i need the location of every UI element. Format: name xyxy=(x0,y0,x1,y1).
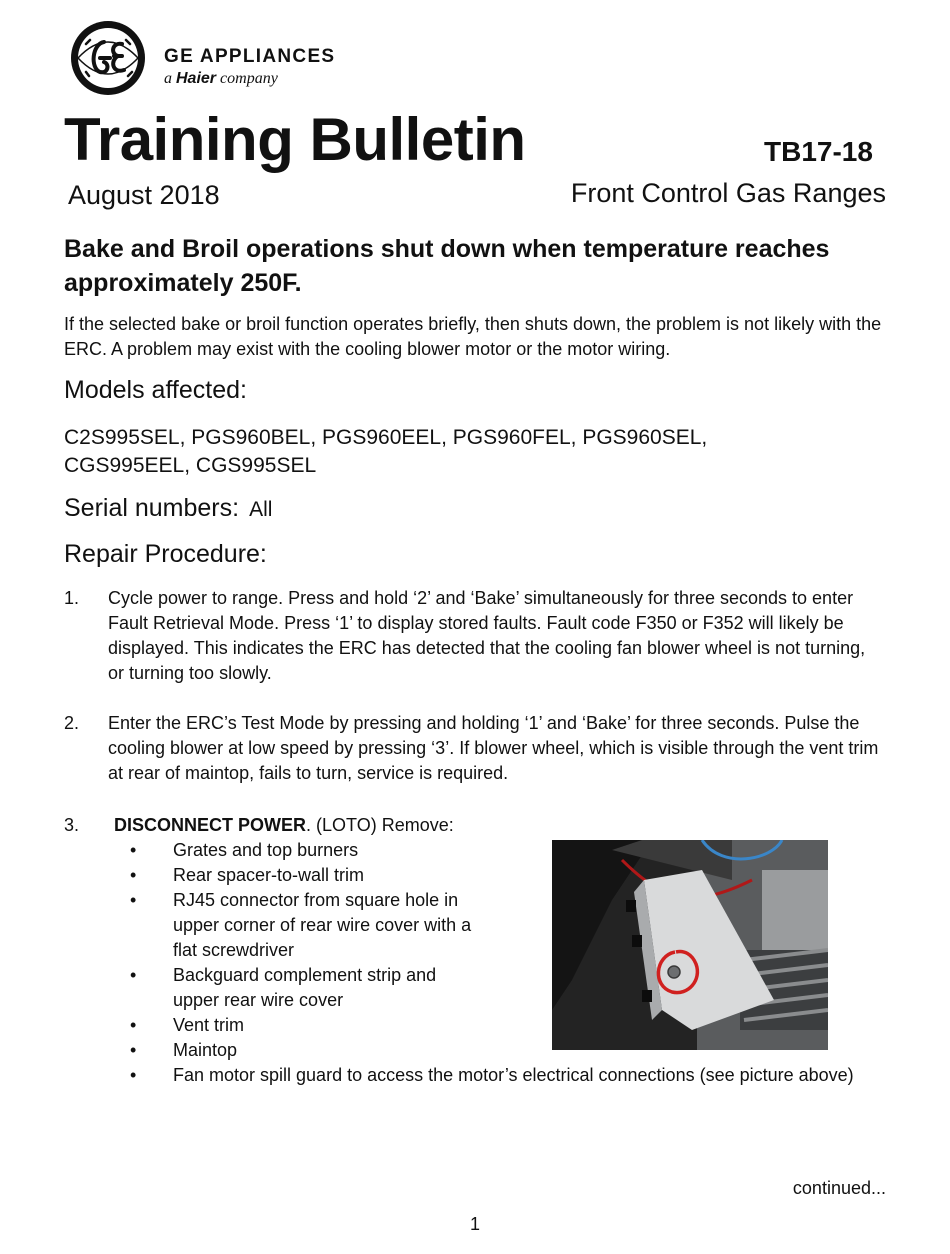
list-item-text: Vent trim xyxy=(173,1015,245,1035)
intro-paragraph: If the selected bake or broil function operates briefly, then shuts down, the problem is not likely with the ERC. A problem may exist with the cooling blower motor or the motor wiring. xyxy=(64,314,882,359)
bullet-icon: • xyxy=(130,1040,137,1060)
bulletin-headline: Bake and Broil operations shut down when temperature reaches approximately 250F. xyxy=(64,235,830,297)
serial-value: All xyxy=(249,498,273,521)
bullet-icon: • xyxy=(130,865,137,885)
step-text: Cycle power to range. Press and hold ‘2’ and ‘Bake’ simultaneously for three seconds to enter Fault Retrieval Mode. Press ‘1’ to display stored faults. Fault code F350 or F352 will likely be displayed. This indicates the ERC has detected that the cooling fan blower wheel is not turning, or turning too slowly. xyxy=(108,588,866,683)
step-number: 2. xyxy=(64,713,80,733)
list-item xyxy=(130,1063,860,1088)
bulletin-date: August 2018 xyxy=(68,180,220,210)
list-item-text: Grates and top burners xyxy=(173,840,359,860)
document-title: Training Bulletin xyxy=(64,106,526,173)
spill-guard-photo xyxy=(552,840,828,1050)
brand-name: GE APPLIANCES xyxy=(164,46,336,67)
models-heading: Models affected: xyxy=(64,376,247,404)
step-number: 3. xyxy=(64,815,80,835)
list-item-text: Backguard complement strip and upper rear wire cover xyxy=(173,965,437,1010)
models-line: C2S995SEL, PGS960BEL, PGS960EEL, PGS960FEL, PGS960SEL, xyxy=(64,426,708,449)
disconnect-power-warning: DISCONNECT POWER xyxy=(114,815,307,835)
bullet-icon: • xyxy=(130,840,137,860)
serial-heading: Serial numbers: xyxy=(64,494,240,522)
models-list xyxy=(64,424,894,480)
step-text-rest: . (LOTO) Remove: xyxy=(306,815,454,835)
product-line: Front Control Gas Ranges xyxy=(570,178,886,208)
brand-tag-suffix: company xyxy=(220,70,278,87)
page-number: 1 xyxy=(469,1214,480,1234)
brand-tag-prefix: a xyxy=(164,70,172,87)
haier-wordmark: Haier xyxy=(176,70,217,87)
repair-heading: Repair Procedure: xyxy=(64,540,267,568)
brand-tagline xyxy=(164,70,278,88)
bullet-icon: • xyxy=(130,965,137,985)
ge-logo-icon xyxy=(70,20,146,96)
continued-note: continued... xyxy=(792,1178,886,1198)
list-item-text: Rear spacer-to-wall trim xyxy=(173,865,365,885)
step-text: Enter the ERC’s Test Mode by pressing and holding ‘1’ and ‘Bake’ for three seconds. Pulse the cooling blower at low speed by pressing ‘3’. If blower wheel, which is visible through the vent trim at rear of maintop, fails to turn, service is required. xyxy=(108,713,879,783)
bulletin-number: TB17-18 xyxy=(764,136,873,167)
step-text xyxy=(114,813,889,838)
bullet-icon: • xyxy=(130,1015,137,1035)
bullet-icon: • xyxy=(130,1065,137,1085)
models-line: CGS995EEL, CGS995SEL xyxy=(64,454,317,477)
bullet-icon: • xyxy=(130,890,137,910)
list-item-text: RJ45 connector from square hole in upper corner of rear wire cover with a flat screwdriver xyxy=(173,890,472,960)
step-number: 1. xyxy=(64,588,80,608)
list-item-text: Maintop xyxy=(173,1040,238,1060)
serial-numbers xyxy=(64,494,272,523)
list-item-text: Fan motor spill guard to access the motor’s electrical connections (see picture above) xyxy=(173,1065,854,1085)
